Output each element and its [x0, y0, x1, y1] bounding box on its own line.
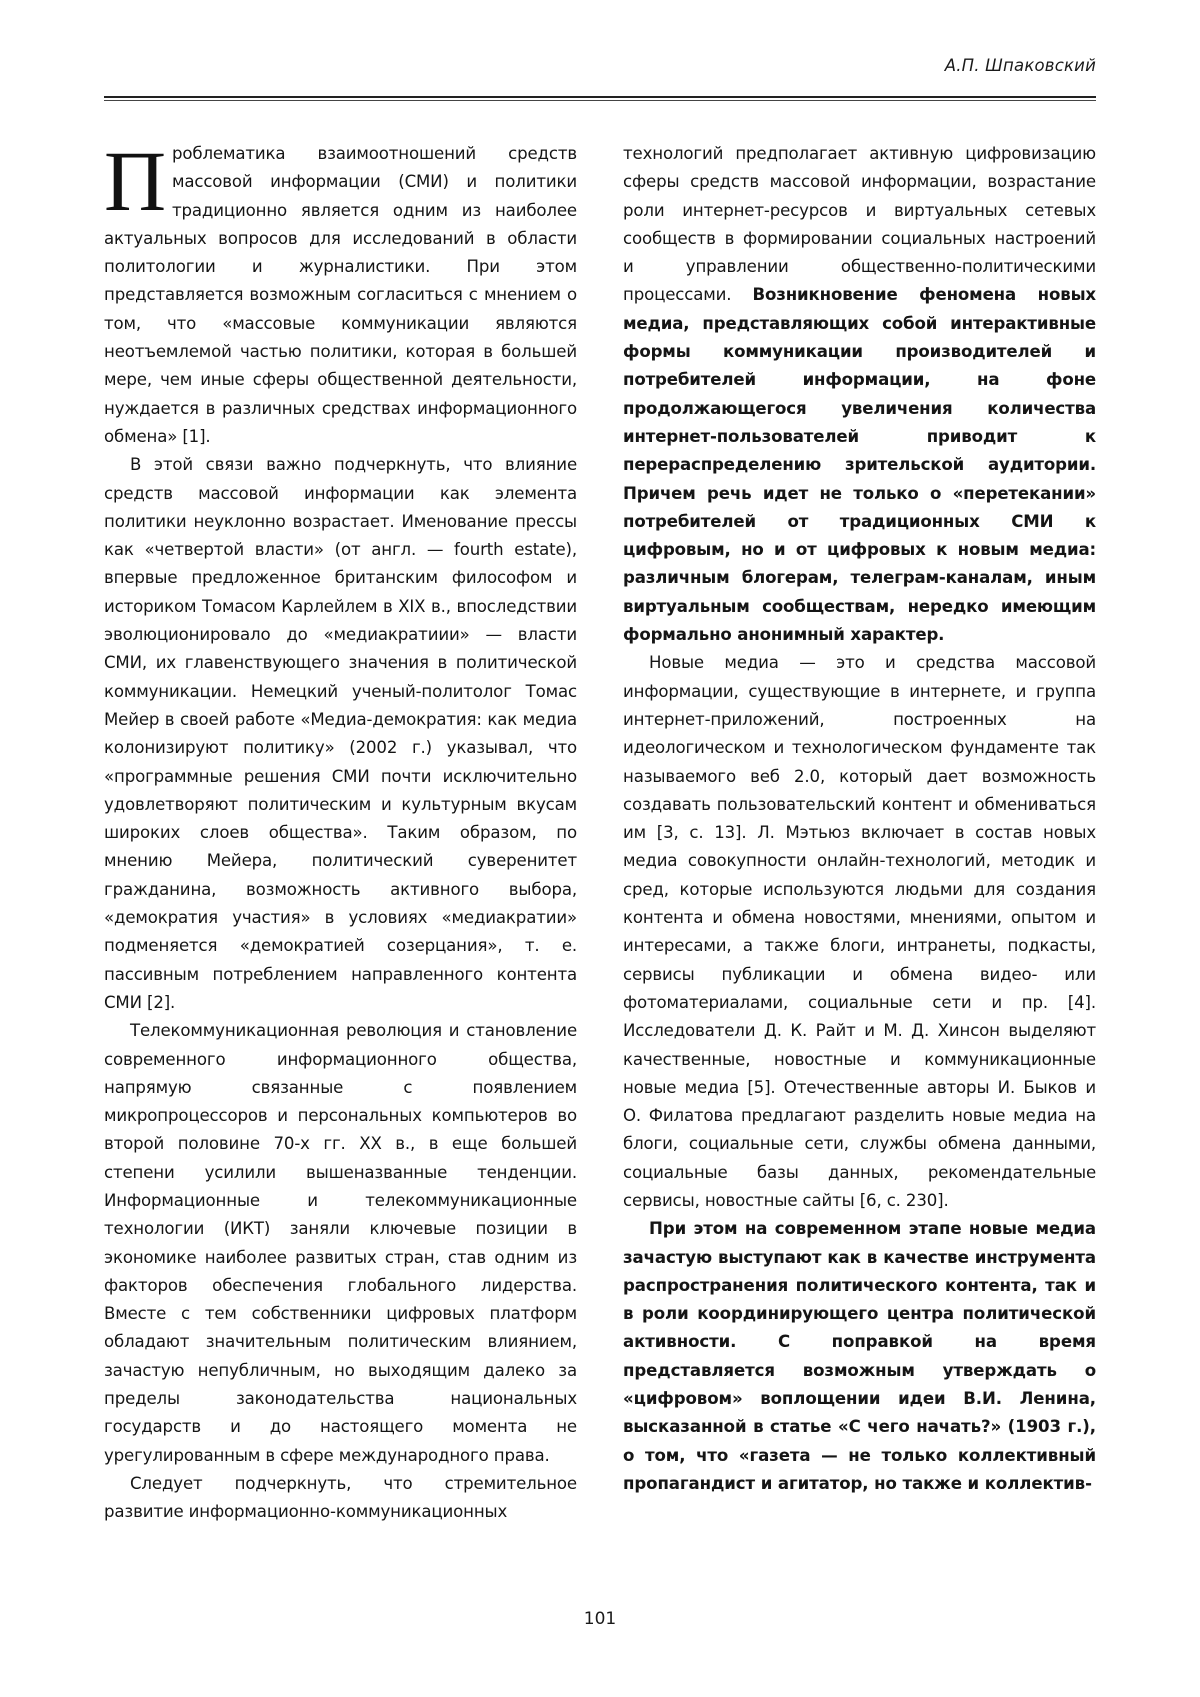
drop-cap: П	[104, 133, 166, 229]
left-column	[104, 133, 577, 1527]
divider-thin-line	[104, 100, 1096, 101]
page-number: 101	[583, 1609, 617, 1629]
paragraph-right-3: При этом на современном этапе новые медиа зачастую выступают как в качестве инструмента распространения политического контента, так и в роли координирующего центра политической активности. С поправкой на время представляется возможным утверждать о «цифровом» воплощении идеи В.И. Ленина, высказанной в статье «С чего начать?» (1903 г.), о том, что «газета — не только коллективный пропагандист и агитатор, но также и коллектив-	[623, 1219, 1096, 1493]
right-column	[623, 140, 1096, 1527]
paragraph-intro	[104, 133, 577, 451]
paragraph-intro-text: роблематика взаимоотношений средств массовой информации (СМИ) и политики традиционно является одним из наиболее актуальных вопросов для исследований в области политологии и журналистики. При этом представляется возможным согласиться с мнением о том, что «массовые коммуникации являются неотъемлемой частью политики, которая в большей мере, чем иные сферы общественной деятельности, нуждается в различных средствах информационного обмена» [1].	[104, 144, 577, 446]
paragraph-right-2: Новые медиа — это и средства массовой информации, существующие в интернете, и группа интернет-приложений, построенных на идеологическом и технологическом фундаменте так называемого веб 2.0, который дает возможность создавать пользовательский контент и обмениваться им [3, с. 13]. Л. Мэтьюз включает в состав новых медиа совокупности онлайн-технологий, методик и сред, которые используются людьми для создания контента и обмена новостями, мнениями, опытом и интересами, а также блоги, интранеты, подкасты, сервисы публикации и обмена видео- или фотоматериалами, социальные сети и пр. [4]. Исследователи Д. К. Райт и М. Д. Хинсон выделяют качественные, новостные и коммуникационные новые медиа [5]. Отечественные авторы И. Быков и О. Филатова предлагают разделить новые медиа на блоги, социальные сети, службы обмена данными, социальные базы данных, рекомендательные сервисы, новостные сайты [6, с. 230].	[623, 653, 1096, 1210]
header-divider	[104, 96, 1096, 101]
paragraph-right-1-emphasis: Возникновение феномена новых медиа, представляющих собой интерактивные формы коммуникации производителей и потребителей информации, на фоне продолжающегося увеличения количества интернет-пользователей приводит к перераспределению зрительской аудитории. Причем речь идет не только о «перетекании» потребителей от традиционных СМИ к цифровым, но и от цифровых к новым медиа: различным блогерам, телеграм-каналам, иным виртуальным сообществам, нередко имеющим формально анонимный характер.	[623, 285, 1096, 645]
paragraph-right-1	[623, 140, 1096, 649]
paragraph-left-3: Телекоммуникационная революция и становление современного информационного общества, напрямую связанные с появлением микропроцессоров и персональных компьютеров во второй половине 70-х гг. XX в., в еще большей степени усилили вышеназванные тенденции. Информационные и телекоммуникационные технологии (ИКТ) заняли ключевые позиции в экономике наиболее развитых стран, став одним из факторов обеспечения глобального лидерства. Вместе с тем собственники цифровых платформ обладают значительным политическим влиянием, зачастую непубличным, но выходящим далеко за пределы законодательства национальных государств и до настоящего момента не урегулированным в сфере международного права.	[104, 1021, 577, 1465]
paragraph-left-2: В этой связи важно подчеркнуть, что влияние средств массовой информации как элемента политики неуклонно возрастает. Именование прессы как «четвертой власти» (от англ. — fourth estate), впервые предложенное британским философом и историком Томасом Карлейлем в XIX в., впоследствии эволюционировало до «медиакратиии» — власти СМИ, их главенствующего значения в политической коммуникации. Немецкий ученый-политолог Томас Мейер в своей работе «Медиа-демократия: как медиа колонизируют политику» (2002 г.) указывал, что «программные решения СМИ почти исключительно удовлетворяют политическим и культурным вкусам широких слоев общества». Таким образом, по мнению Мейера, политический суверенитет гражданина, возможность активного выбора, «демократия участия» в условиях «медиакратии» подменяется «демократией созерцания», т. е. пассивным потреблением направленного контента СМИ [2].	[104, 455, 577, 1012]
paragraph-left-4: Следует подчеркнуть, что стремительное развитие информационно-коммуникационных	[104, 1473, 577, 1522]
paragraph-right-1-plain: технологий предполагает активную цифровизацию сферы средств массовой информации, возрастание роли интернет-ресурсов и виртуальных сетевых сообществ в формировании социальных настроений и управлении общественно-политическими процессами.	[623, 144, 1096, 305]
two-column-body	[104, 133, 1096, 1527]
running-head: А.П. Шпаковский	[944, 56, 1096, 75]
